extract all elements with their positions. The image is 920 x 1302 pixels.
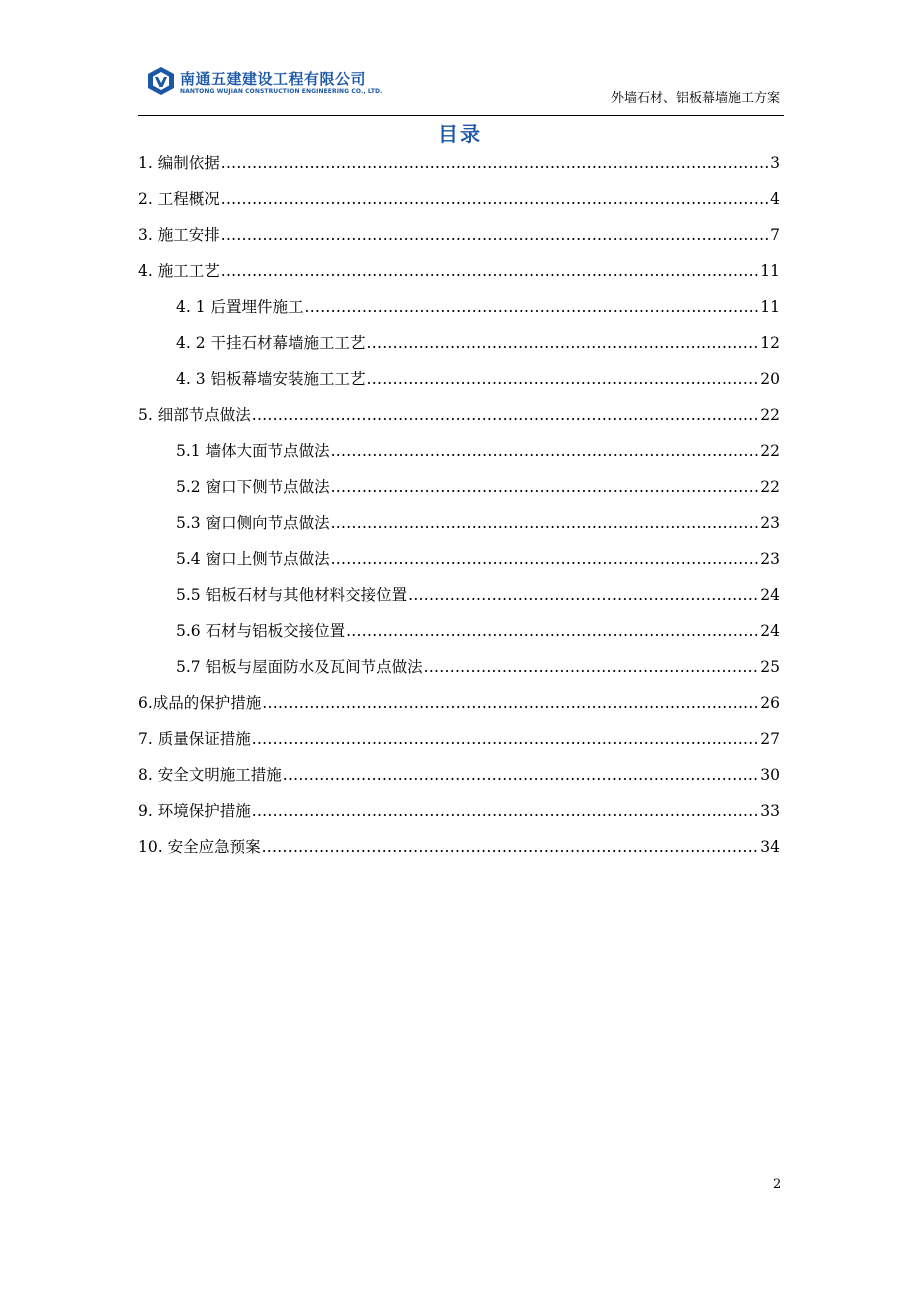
toc-entry[interactable] <box>138 397 780 433</box>
toc-dot-leader <box>262 685 759 721</box>
toc-dot-leader <box>408 577 759 613</box>
toc-entry-page: 26 <box>760 694 780 712</box>
toc-entry-page: 11 <box>760 298 780 316</box>
company-name-en: NANTONG WUJIAN CONSTRUCTION ENGINEERING CO., LTD. <box>180 88 383 95</box>
toc-entry-label: 5.6 石材与铝板交接位置 <box>176 622 346 640</box>
toc-dot-leader <box>305 289 760 325</box>
toc-entry-page: 24 <box>760 622 780 640</box>
toc-entry-label: 8. 安全文明施工措施 <box>138 766 282 784</box>
toc-entry[interactable] <box>138 181 780 217</box>
toc-entry-label: 1. 编制依据 <box>138 154 220 172</box>
toc-entry[interactable] <box>138 757 780 793</box>
toc-entry-label: 9. 环境保护措施 <box>138 802 251 820</box>
toc-entry-page: 34 <box>760 838 780 856</box>
toc-entry[interactable] <box>138 721 780 757</box>
table-of-contents <box>138 145 780 865</box>
toc-entry-page: 4 <box>770 190 780 208</box>
company-name-cn: 南通五建建设工程有限公司 <box>180 70 367 88</box>
toc-entry[interactable] <box>138 649 780 685</box>
toc-entry-label: 5.2 窗口下侧节点做法 <box>176 478 330 496</box>
company-logo-icon <box>146 66 176 96</box>
toc-entry-page: 22 <box>760 478 780 496</box>
toc-entry[interactable] <box>138 793 780 829</box>
toc-entry[interactable] <box>138 613 780 649</box>
toc-entry-page: 20 <box>760 370 780 388</box>
toc-entry-page: 33 <box>760 802 780 820</box>
toc-entry-label: 3. 施工安排 <box>138 226 220 244</box>
toc-entry-label: 5.4 窗口上侧节点做法 <box>176 550 330 568</box>
toc-dot-leader <box>252 397 760 433</box>
page-number: 2 <box>773 1177 782 1192</box>
toc-dot-leader <box>262 829 760 865</box>
toc-entry[interactable] <box>138 577 780 613</box>
page-header <box>138 60 784 116</box>
toc-entry-label: 4. 3 铝板幕墙安装施工工艺 <box>176 370 366 388</box>
toc-entry[interactable] <box>138 325 780 361</box>
document-title: 外墙石材、铝板幕墙施工方案 <box>610 91 780 106</box>
toc-dot-leader <box>221 181 769 217</box>
toc-entry[interactable] <box>138 145 780 181</box>
toc-dot-leader <box>252 793 760 829</box>
toc-entry-label: 7. 质量保证措施 <box>138 730 251 748</box>
toc-entry-page: 7 <box>770 226 780 244</box>
toc-entry[interactable] <box>138 505 780 541</box>
toc-dot-leader <box>331 469 760 505</box>
toc-entry-label: 5.5 铝板石材与其他材料交接位置 <box>176 586 408 604</box>
toc-entry-page: 30 <box>760 766 780 784</box>
toc-entry[interactable] <box>138 289 780 325</box>
toc-entry[interactable] <box>138 469 780 505</box>
toc-entry-page: 25 <box>760 658 780 676</box>
toc-entry-page: 23 <box>760 550 780 568</box>
toc-dot-leader <box>221 253 760 289</box>
toc-dot-leader <box>252 721 760 757</box>
toc-entry-page: 23 <box>760 514 780 532</box>
toc-entry-page: 3 <box>770 154 780 172</box>
toc-dot-leader <box>221 217 769 253</box>
toc-entry-label: 4. 1 后置埋件施工 <box>176 298 304 316</box>
toc-entry-label: 5.3 窗口侧向节点做法 <box>176 514 330 532</box>
toc-entry[interactable] <box>138 433 780 469</box>
toc-dot-leader <box>424 649 760 685</box>
toc-dot-leader <box>346 613 759 649</box>
toc-dot-leader <box>331 505 760 541</box>
toc-dot-leader <box>331 541 760 577</box>
toc-entry-label: 4. 施工工艺 <box>138 262 220 280</box>
toc-entry-page: 22 <box>760 442 780 460</box>
toc-entry-label: 6.成品的保护措施 <box>138 694 262 712</box>
toc-entry-label: 2. 工程概况 <box>138 190 220 208</box>
toc-entry[interactable] <box>138 685 780 721</box>
toc-dot-leader <box>283 757 760 793</box>
toc-entry-label: 4. 2 干挂石材幕墙施工工艺 <box>176 334 366 352</box>
toc-entry-page: 11 <box>760 262 780 280</box>
toc-entry-page: 12 <box>760 334 780 352</box>
toc-entry-page: 24 <box>760 586 780 604</box>
toc-entry-label: 5.7 铝板与屋面防水及瓦间节点做法 <box>176 658 423 676</box>
toc-entry[interactable] <box>138 829 780 865</box>
toc-entry-label: 10. 安全应急预案 <box>138 838 261 856</box>
toc-entry-page: 22 <box>760 406 780 424</box>
toc-dot-leader <box>367 361 760 397</box>
toc-dot-leader <box>331 433 760 469</box>
toc-entry-label: 5. 细部节点做法 <box>138 406 251 424</box>
toc-entry-label: 5.1 墙体大面节点做法 <box>176 442 330 460</box>
header-divider <box>138 115 784 116</box>
toc-entry[interactable] <box>138 217 780 253</box>
toc-entry[interactable] <box>138 253 780 289</box>
toc-entry[interactable] <box>138 541 780 577</box>
toc-entry[interactable] <box>138 361 780 397</box>
toc-dot-leader <box>221 145 769 181</box>
toc-entry-page: 27 <box>760 730 780 748</box>
toc-dot-leader <box>367 325 760 361</box>
toc-title: 目录 <box>438 122 482 146</box>
